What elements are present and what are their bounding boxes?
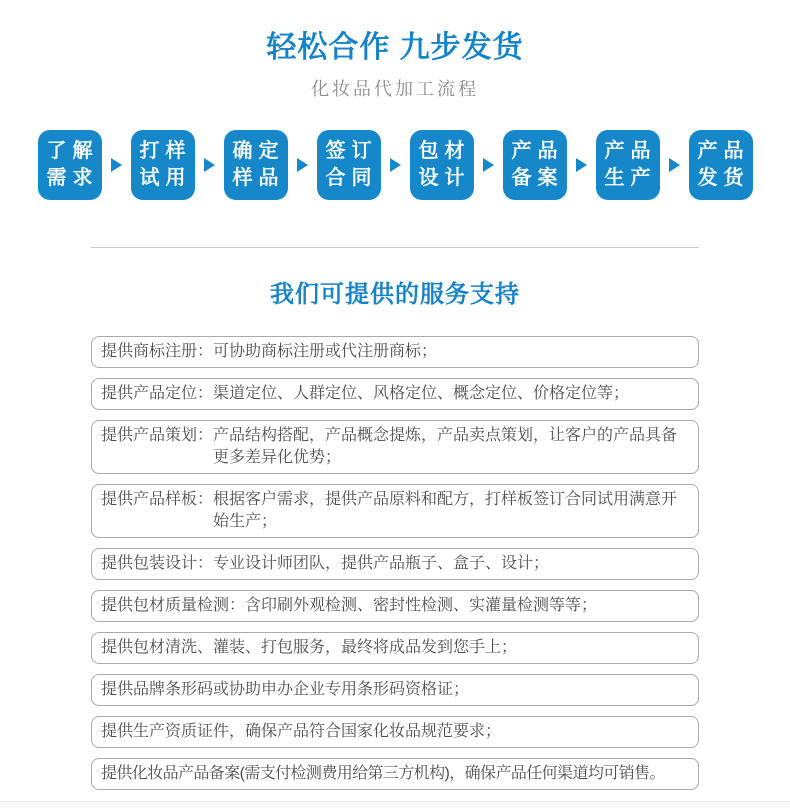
service-item-text: 专业设计师团队，提供产品瓶子、盒子、设计； <box>213 555 550 572</box>
arrow-right-icon <box>483 158 494 172</box>
page-title: 轻松合作 九步发货 <box>266 31 524 64</box>
service-item-trademark <box>91 336 699 368</box>
service-item-label: 提供商标注册： <box>101 343 214 360</box>
arrow-right-icon <box>297 158 308 172</box>
service-item-text: 根据客户需求，提供产品原料和配方，打样板签订合同试用满意开始生产； <box>213 491 678 530</box>
service-item-certificates <box>91 716 699 748</box>
service-item-positioning <box>91 378 699 410</box>
step-label-line: 发货 <box>697 167 750 189</box>
flow-step-packaging-design <box>410 130 474 200</box>
flow-step-confirm-sample <box>224 130 288 200</box>
step-label-line: 打样 <box>139 140 192 162</box>
service-item-text: 提供品牌条形码或协助申办企业专用条形码资格证； <box>101 681 470 698</box>
flow-step-product-filing <box>503 130 567 200</box>
step-label-line: 了解 <box>46 140 99 162</box>
step-label-line: 签订 <box>325 140 378 162</box>
step-label-line: 样品 <box>232 167 285 189</box>
service-item-text: 产品结构搭配，产品概念提炼，产品卖点策划，让客户的产品具备更多差异化优势； <box>213 427 678 466</box>
service-item-text: 渠道定位、人群定位、风格定位、概念定位、价格定位等； <box>213 385 630 402</box>
arrow-right-icon <box>111 158 122 172</box>
arrow-right-icon <box>669 158 680 172</box>
step-label-line: 备案 <box>511 167 564 189</box>
services-list <box>91 336 699 790</box>
flow-step-production <box>596 130 660 200</box>
service-item-quality-check <box>91 590 699 622</box>
step-label-line: 设计 <box>418 167 471 189</box>
arrow-right-icon <box>204 158 215 172</box>
service-item-label: 提供包材质量检测： <box>101 597 246 614</box>
service-item-text: 提供化妆品产品备案(需支付检测费用给第三方机构)，确保产品任何渠道均可销售。 <box>101 765 665 782</box>
arrow-right-icon <box>576 158 587 172</box>
arrow-right-icon <box>390 158 401 172</box>
section-divider <box>91 247 699 248</box>
service-item-barcode <box>91 674 699 706</box>
step-label-line: 试用 <box>139 167 192 189</box>
flow-step-sample-trial <box>131 130 195 200</box>
service-item-planning <box>91 420 699 474</box>
step-label-line: 产品 <box>697 140 750 162</box>
flow-step-sign-contract <box>317 130 381 200</box>
page-subtitle: 化妆品代加工流程 <box>311 79 479 99</box>
process-flow <box>0 129 790 201</box>
service-item-filling-packing <box>91 632 699 664</box>
service-item-label: 提供产品样板： <box>101 491 214 508</box>
step-label-line: 产品 <box>604 140 657 162</box>
services-section-title: 我们可提供的服务支持 <box>270 281 520 308</box>
service-item-package-design <box>91 548 699 580</box>
step-label-line: 生产 <box>604 167 657 189</box>
service-item-sample <box>91 484 699 538</box>
service-item-label: 提供产品策划： <box>101 427 214 444</box>
service-item-text: 提供生产资质证件，确保产品符合国家化妆品规范要求； <box>101 723 502 740</box>
service-item-product-record <box>91 758 699 790</box>
service-item-text: 含印刷外观检测、密封性检测、实灌量检测等等； <box>245 597 598 614</box>
flow-step-understand-needs <box>38 130 102 200</box>
step-label-line: 合同 <box>325 167 378 189</box>
service-item-text: 可协助商标注册或代注册商标； <box>213 343 438 360</box>
page-header <box>0 0 790 101</box>
service-item-label: 提供包装设计： <box>101 555 214 572</box>
step-label-line: 需求 <box>46 167 99 189</box>
flow-step-shipping <box>689 130 753 200</box>
step-label-line: 确定 <box>232 140 285 162</box>
bottom-section-edge <box>0 801 790 808</box>
step-label-line: 包材 <box>418 140 471 162</box>
service-item-label: 提供产品定位： <box>101 385 214 402</box>
service-item-text: 提供包材清洗、灌装、打包服务，最终将成品发到您手上； <box>101 639 518 656</box>
step-label-line: 产品 <box>511 140 564 162</box>
